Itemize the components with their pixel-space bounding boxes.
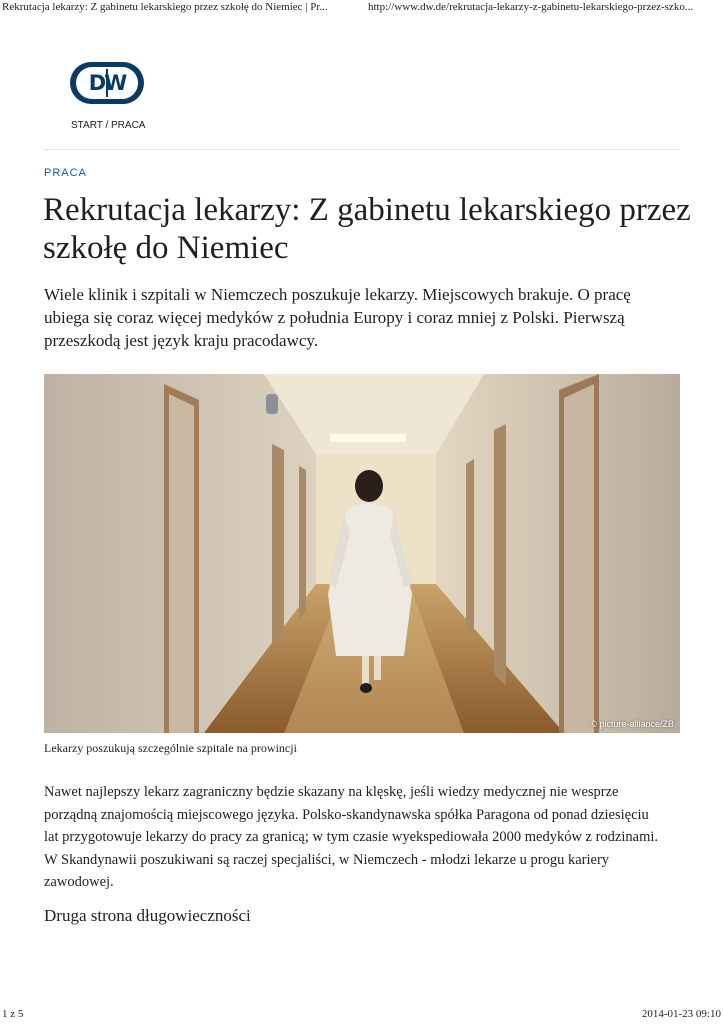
photo-caption: Lekarzy poszukują szczególnie szpitale na prowincji: [44, 741, 297, 755]
article-headline: Rekrutacja lekarzy: Z gabinetu lekarskiego przez szkołę do Niemiec: [43, 192, 691, 266]
header-divider: [44, 149, 680, 150]
article-category[interactable]: PRACA: [44, 167, 87, 179]
photo-credit: © picture-alliance/ZB: [590, 719, 674, 729]
print-datetime: 2014-01-23 09:10: [641, 1008, 721, 1020]
breadcrumb[interactable]: START / PRACA: [71, 120, 146, 131]
print-page-number: 1 z 5: [2, 1008, 24, 1020]
article-lead: Wiele klinik i szpitali w Niemczech poszukuje lekarzy. Miejscowych brakuje. O pracę ubiega się coraz więcej medyków z południa Europy i coraz mniej z Polski. Pierwszą przeszkodą jest język kraju pracodawcy.: [44, 285, 631, 350]
article-photo: [44, 374, 680, 733]
print-page-title: Rekrutacja lekarzy: Z gabinetu lekarskiego przez szkołę do Niemiec | Pr...: [2, 1, 328, 13]
article-body-paragraph: Nawet najlepszy lekarz zagraniczny będzie skazany na klęskę, jeśli wiedzy medycznej nie wesprze porządną znajomością miejscowego języka. Polsko-skandynawska spółka Paragona od ponad dziesięciu lat przygotowuje lekarzy do pracy za granicą; w tym czasie wyekspediowała 2000 medyków z rodzinami. W Skandynawii poszukiwani są raczej specjaliści, w Niemczech - młodzi lekarze u progu kariery zawodowej.: [44, 784, 659, 890]
article-subheading: Druga strona długowieczności: [44, 906, 251, 925]
logo-text: DW: [88, 71, 126, 95]
print-footer: [0, 1008, 724, 1024]
print-header: [0, 0, 724, 18]
dw-logo[interactable]: [70, 62, 144, 104]
print-page-url: http://www.dw.de/rekrutacja-lekarzy-z-gabinetu-lekarskiego-przez-szko...: [368, 1, 694, 13]
